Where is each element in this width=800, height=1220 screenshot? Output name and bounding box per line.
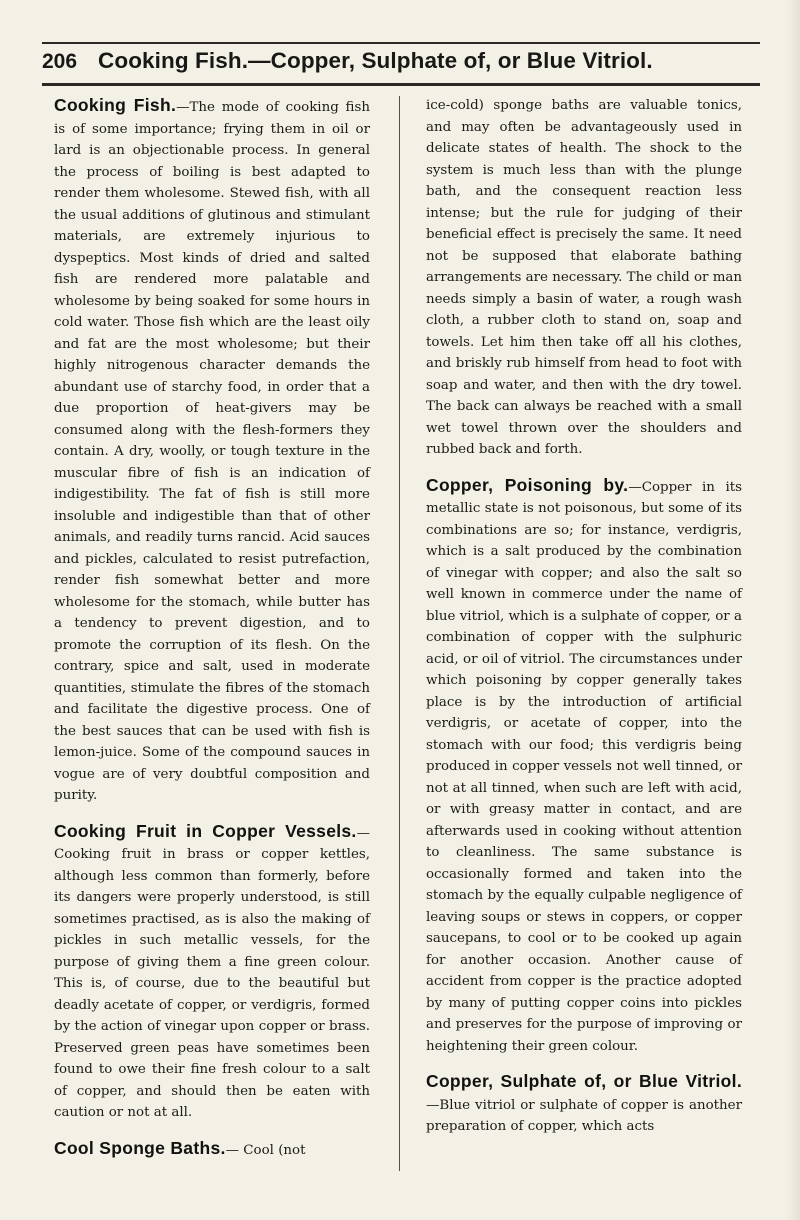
entry-cooking-fish — [54, 95, 370, 807]
entry-text: —Copper in its metallic state is not poisonous, but some of its combinations are so; for instance, verdigris, which is a salt produced by the combination of vinegar with copper; and also the salt so well known in commerce under the name of blue vitriol, which is a sulphate of copper, or a combination of copper with the sulphuric acid, or oil of vitriol. The circumstances under which poisoning by copper generally takes place is by the introduction of artificial verdigris, or acetate of copper, into the stomach with our food; this verdigris being produced in copper vessels not well tinned, or not at all tinned, when such are left with acid, or with greasy matter in contact, and are afterwards used in cooking without attention to cleanliness. The same substance is occasionally formed and taken into the stomach by the equally culpable negligence of leaving soups or stews in coppers, or copper saucepans, to cool or to be cooked up again for another occasion. Another cause of accident from copper is the practice adopted by many of putting copper coins into pickles and preserves for the purpose of improving or heightening their green colour. — [426, 479, 743, 1054]
running-head: Cooking Fish.—Copper, Sulphate of, or Blue Vitriol. — [98, 48, 653, 73]
column-divider — [399, 96, 400, 1171]
entry-copper-poisoning-by — [426, 475, 742, 1058]
entry-cooking-fruit-in-copper-vessels — [54, 821, 370, 1124]
entry-cool-sponge-baths-continued — [426, 95, 742, 461]
right-column — [426, 95, 742, 1152]
entry-heading: Copper, Sulphate of, or Blue Vitriol. — [426, 1071, 742, 1091]
top-rule — [42, 42, 760, 44]
entry-heading: Copper, Poisoning by. — [426, 474, 629, 495]
page-header — [42, 48, 760, 78]
entry-heading: Cooking Fruit in Copper Vessels. — [54, 820, 357, 841]
page-number: 206 — [42, 50, 78, 73]
entry-heading: Cool Sponge Baths. — [54, 1137, 226, 1158]
entry-heading: Cooking Fish. — [54, 95, 177, 115]
header-rule — [42, 83, 760, 86]
entry-text: ice-cold) sponge baths are valuable tonics, and may often be advantageously used in delicate states of health. The shock to the system is much less than with the plunge bath, and the consequent reaction less intense; but the rule for judging of their beneficial effect is precisely the same. It need not be supposed that elaborate bathing arrangements are necessary. The child or man needs simply a basin of water, a rough wash cloth, a rubber cloth to stand on, soap and towels. Let him then take off all his clothes, and briskly rub himself from head to foot with soap and water, and then with the dry towel. The back can always be reached with a small wet towel thrown over the shoulders and rubbed back and forth. — [426, 98, 742, 457]
entry-cool-sponge-baths — [54, 1138, 370, 1162]
entry-text: —The mode of cooking fish is of some importance; frying them in oil or lard is an objectionable process. In general the process of boiling is best adapted to render them wholesome. Stewed fish, with all the usual additions of glutinous and stimulant materials, are extremely injurious to dyspeptics. Most kinds of dried and salted fish are rendered more palatable and wholesome by being soaked for some hours in cold water. Those fish which are the least oily and fat are the most wholesome; but their highly nitrogenous character demands the abundant use of starchy food, in order that a due proportion of heat-givers may be consumed along with the flesh-formers they contain. A dry, woolly, or tough texture in the muscular fibre of fish is an indication of indigestibility. The fat of fish is still more insoluble and indigestible than that of other animals, and readily turns rancid. Acid sauces and pickles, calculated to resist putrefaction, render fish somewhat better and more wholesome for the stomach, while butter has a tendency to prevent digestion, and to promote the corruption of its flesh. On the contrary, spice and salt, used in moderate quantities, stimulate the fibres of the stomach and facilitate the digestive process. One of the best sauces that can be used with fish is lemon-juice. Some of the compound sauces in vogue are of very doubtful composition and purity. — [54, 100, 370, 803]
entry-text: — Cool (not — [225, 1142, 306, 1158]
entry-text: —Blue vitriol or sulphate of copper is another preparation of copper, which acts — [426, 1097, 742, 1134]
entry-copper-sulphate-of — [426, 1071, 742, 1138]
left-column — [54, 95, 370, 1175]
page-edge-shadow — [786, 0, 800, 1220]
entry-text: —Cooking fruit in brass or copper kettles, although less common than formerly, before its dangers were properly understood, is still sometimes practised, as is also the making of pickles in such metallic vessels, for the purpose of giving them a fine green colour. This is, of course, due to the beautiful but deadly acetate of copper, or verdigris, formed by the action of vinegar upon copper or brass. Preserved green peas have sometimes been found to owe their fine fresh colour to a salt of copper, and should then be eaten with caution or not at all. — [54, 825, 370, 1120]
